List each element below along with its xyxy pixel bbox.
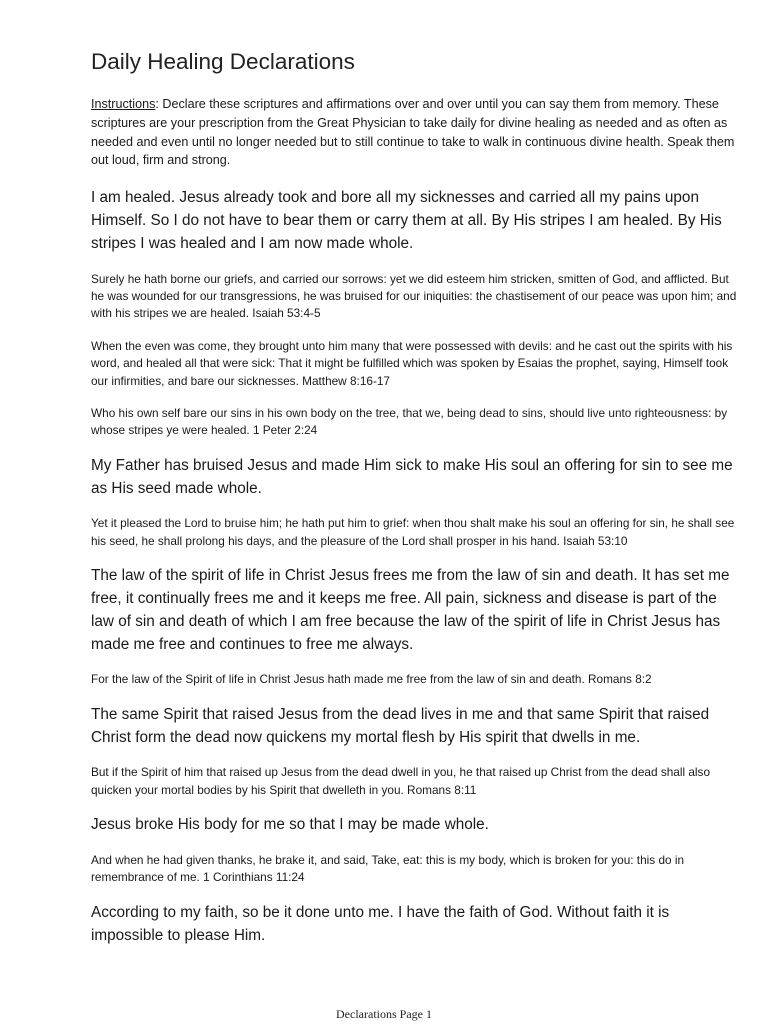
instructions-paragraph [91, 95, 741, 170]
page-title: Daily Healing Declarations [91, 49, 355, 74]
declaration-3: The law of the spirit of life in Christ Jesus frees me from the law of sin and death. It has set me free, it continually frees me and it keeps me free. All pain, sickness and disease is part of the law of sin and death of which I am free because the law of the spirit of life in Christ Jesus has made me free and continues to free me always. [91, 567, 730, 653]
scripture-7: And when he had given thanks, he brake it, and said, Take, eat: this is my body, which is broken for you: this do in remembrance of me. 1 Corinthians 11:24 [91, 853, 685, 885]
scripture-5: For the law of the Spirit of life in Christ Jesus hath made me free from the law of sin and death. Romans 8:2 [91, 672, 652, 687]
declaration-5: Jesus broke His body for me so that I may be made whole. [91, 816, 489, 834]
instructions-label: Instructions [91, 97, 156, 111]
declaration-4: The same Spirit that raised Jesus from the dead lives in me and that same Spirit that raised Christ form the dead now quickens my mortal flesh by His spirit that dwells in me. [91, 705, 710, 746]
scripture-4: Yet it pleased the Lord to bruise him; he hath put him to grief: when thou shalt make his soul an offering for sin, he shall see his seed, he shall prolong his days, and the pleasure of the Lord shall prosper in his hand. Isaiah 53:10 [91, 516, 735, 548]
scripture-1: Surely he hath borne our griefs, and carried our sorrows: yet we did esteem him stricken, smitten of God, and afflicted. But he was wounded for our transgressions, he was bruised for our iniquities: the chastisement of our peace was upon him; and with his stripes we are healed. Isaiah 53:4-5 [91, 271, 737, 321]
declaration-6: According to my faith, so be it done unto me. I have the faith of God. Without faith it is impossible to please Him. [91, 903, 670, 944]
instructions-text: : Declare these scriptures and affirmations over and over until you can say them from memory. These scriptures are your prescription from the Great Physician to take daily for divine healing as needed and as often as needed and even until no longer needed but to still continue to take to walk in continuous divine health. Speak them out loud, firm and strong. [91, 97, 735, 168]
scripture-3: Who his own self bare our sins in his own body on the tree, that we, being dead to sins, should live unto righteousness: by whose stripes ye were healed. 1 Peter 2:24 [91, 406, 728, 438]
declaration-2: My Father has bruised Jesus and made Him sick to make His soul an offering for sin to see me as His seed made whole. [91, 456, 733, 497]
declaration-1: I am healed. Jesus already took and bore all my sicknesses and carried all my pains upon Himself. So I do not have to bear them or carry them at all. By His stripes I am healed. By His stripes I was healed and I am now made whole. [91, 189, 722, 252]
scripture-6: But if the Spirit of him that raised up Jesus from the dead dwell in you, he that raised up Christ from the dead shall also quicken your mortal bodies by his Spirit that dwelleth in you. Romans 8:11 [91, 765, 711, 797]
document-page [91, 46, 741, 962]
scripture-2: When the even was come, they brought unto him many that were possessed with devils: and he cast out the spirits with his word, and healed all that were sick: That it might be fulfilled which was spoken by Esaias the prophet, saying, Himself took our infirmities, and bare our sicknesses. Matthew 8:16-17 [91, 338, 733, 388]
page-footer: Declarations Page 1 [336, 1007, 432, 1021]
